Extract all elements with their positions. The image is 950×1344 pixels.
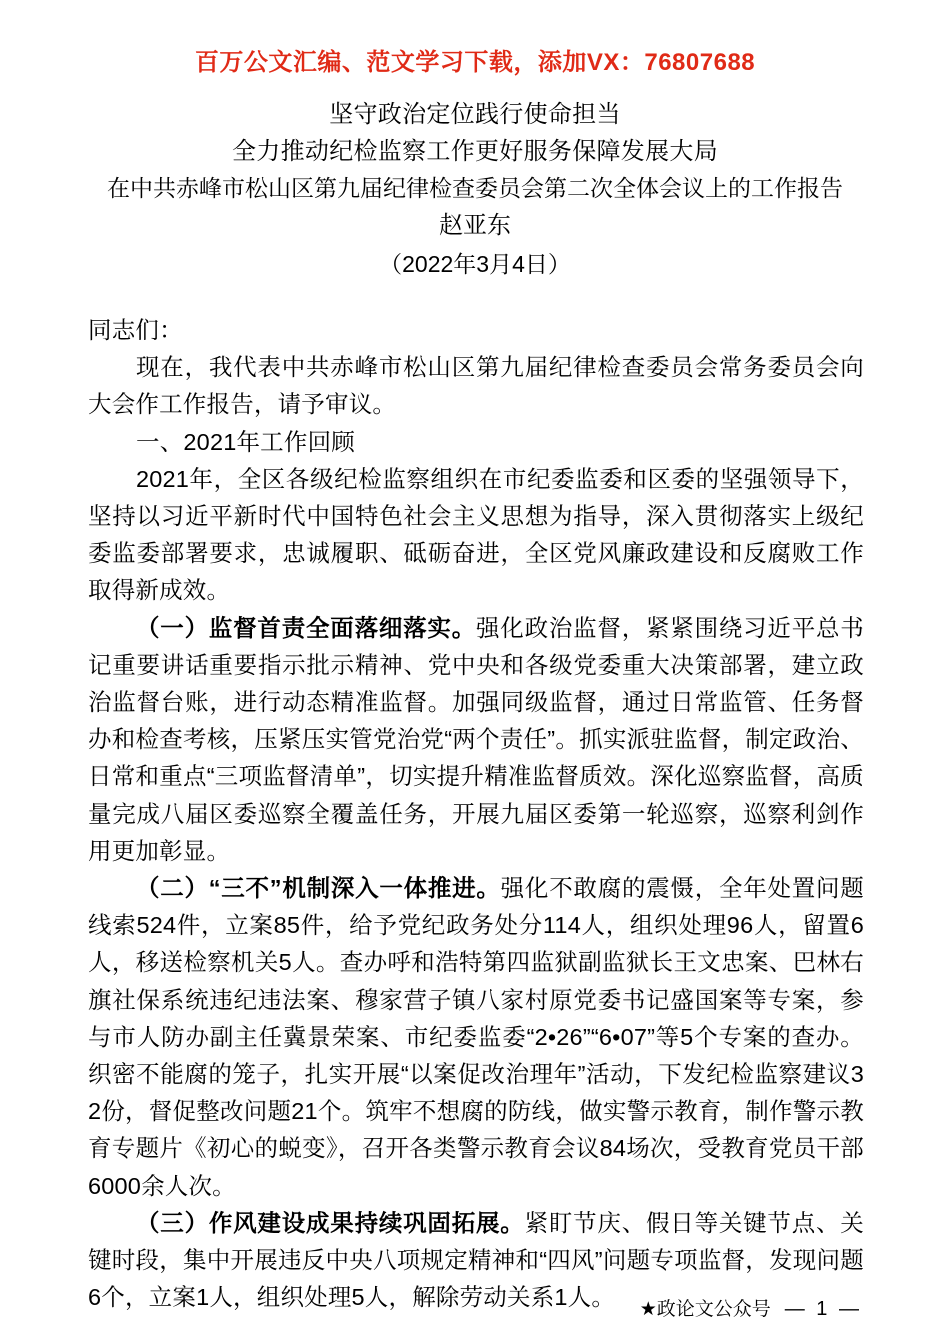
section-one-heading: 一、2021年工作回顾 — [136, 428, 355, 455]
page-footer — [0, 1294, 950, 1324]
footer-inner — [640, 1294, 862, 1325]
subsection-two-label: （二）“三不”机制深入一体推进。 — [136, 875, 501, 902]
document-date: （2022年3月4日） — [379, 251, 571, 277]
section-one-intro-paragraph: 2021年，全区各级纪检监察组织在市纪委监委和区委的坚强领导下，坚持以习近平新时代中国特色社会主义思想为指导，深入贯彻落实上级纪委监委部署要求，忠诚履职、砥砺奋进，全区党风廉政建设和反腐败工作取得新成效。 — [88, 465, 864, 604]
subsection-one-label: （一）监督首责全面落细落实。 — [136, 614, 476, 641]
footer-brand-label: ★政论文公众号 — [639, 1299, 771, 1320]
title-line-1: 坚守政治定位践行使命担当 — [329, 101, 621, 128]
document-body — [88, 312, 864, 1316]
subsection-two-text: 强化不敢腐的震慑，全年处置问题线索524件，立案85件，给予党纪政务处分114人，组织处理96人，留置6人，移送检察机关5人。查办呼和浩特第四监狱副监狱长王文忠案、巴林右旗社保系统违纪违法案、穆家营子镇八家村原党委书记盛国案等专案，参与市人防办副主任冀景荣案、市纪委监委“2•26”“6•07”等5个专案的查办。织密不能腐的笼子，扎实开展“以案促改治理年”活动，下发纪检监察建议32份，督促整改问题21个。筑牢不想腐的防线，做实警示教育，制作警示教育专题片《初心的蜕变》，召开各类警示教育会议84场次，受教育党员干部6000余人次。 — [88, 875, 865, 1199]
subsection-one-paragraph — [88, 610, 864, 870]
subsection-two-paragraph — [88, 870, 864, 1205]
title-line-3: 在中共赤峰市松山区第九届纪律检查委员会第二次全体会议上的工作报告 — [107, 175, 843, 201]
subsection-three-text: 紧盯节庆、假日等关键节点、关键时段，集中开展违反中央八项规定精神和“四风”问题专项监督，发现问题6个，立案1人，组织处理5人，解除劳动关系1人。 — [88, 1209, 864, 1311]
document-title-block — [88, 96, 862, 284]
salutation: 同志们： — [88, 317, 183, 343]
subsection-three-label: （三）作风建设成果持续巩固拓展。 — [136, 1209, 525, 1236]
author-name: 赵亚东 — [439, 212, 511, 239]
page-number: — 1 — — [784, 1298, 862, 1320]
title-line-2: 全力推动纪检监察工作更好服务保障发展大局 — [232, 138, 718, 165]
intro-paragraph: 现在，我代表中共赤峰市松山区第九届纪律检查委员会常务委员会向大会作工作报告，请予审议。 — [88, 354, 864, 418]
subsection-one-text: 强化政治监督，紧紧围绕习近平总书记重要讲话重要指示批示精神、党中央和各级党委重大决策部署，建立政治监督台账，进行动态精准监督。加强同级监督，通过日常监管、任务督办和检查考核，压紧压实管党治党“两个责任”。抓实派驻监督，制定政治、日常和重点“三项监督清单”，切实提升精准监督质效。深化巡察监督，高质量完成八届区委巡察全覆盖任务，开展九届区委第一轮巡察，巡察利剑作用更加彰显。 — [88, 614, 864, 864]
promo-banner-text: 百万公文汇编、范文学习下载，添加VX：76807688 — [194, 49, 756, 76]
